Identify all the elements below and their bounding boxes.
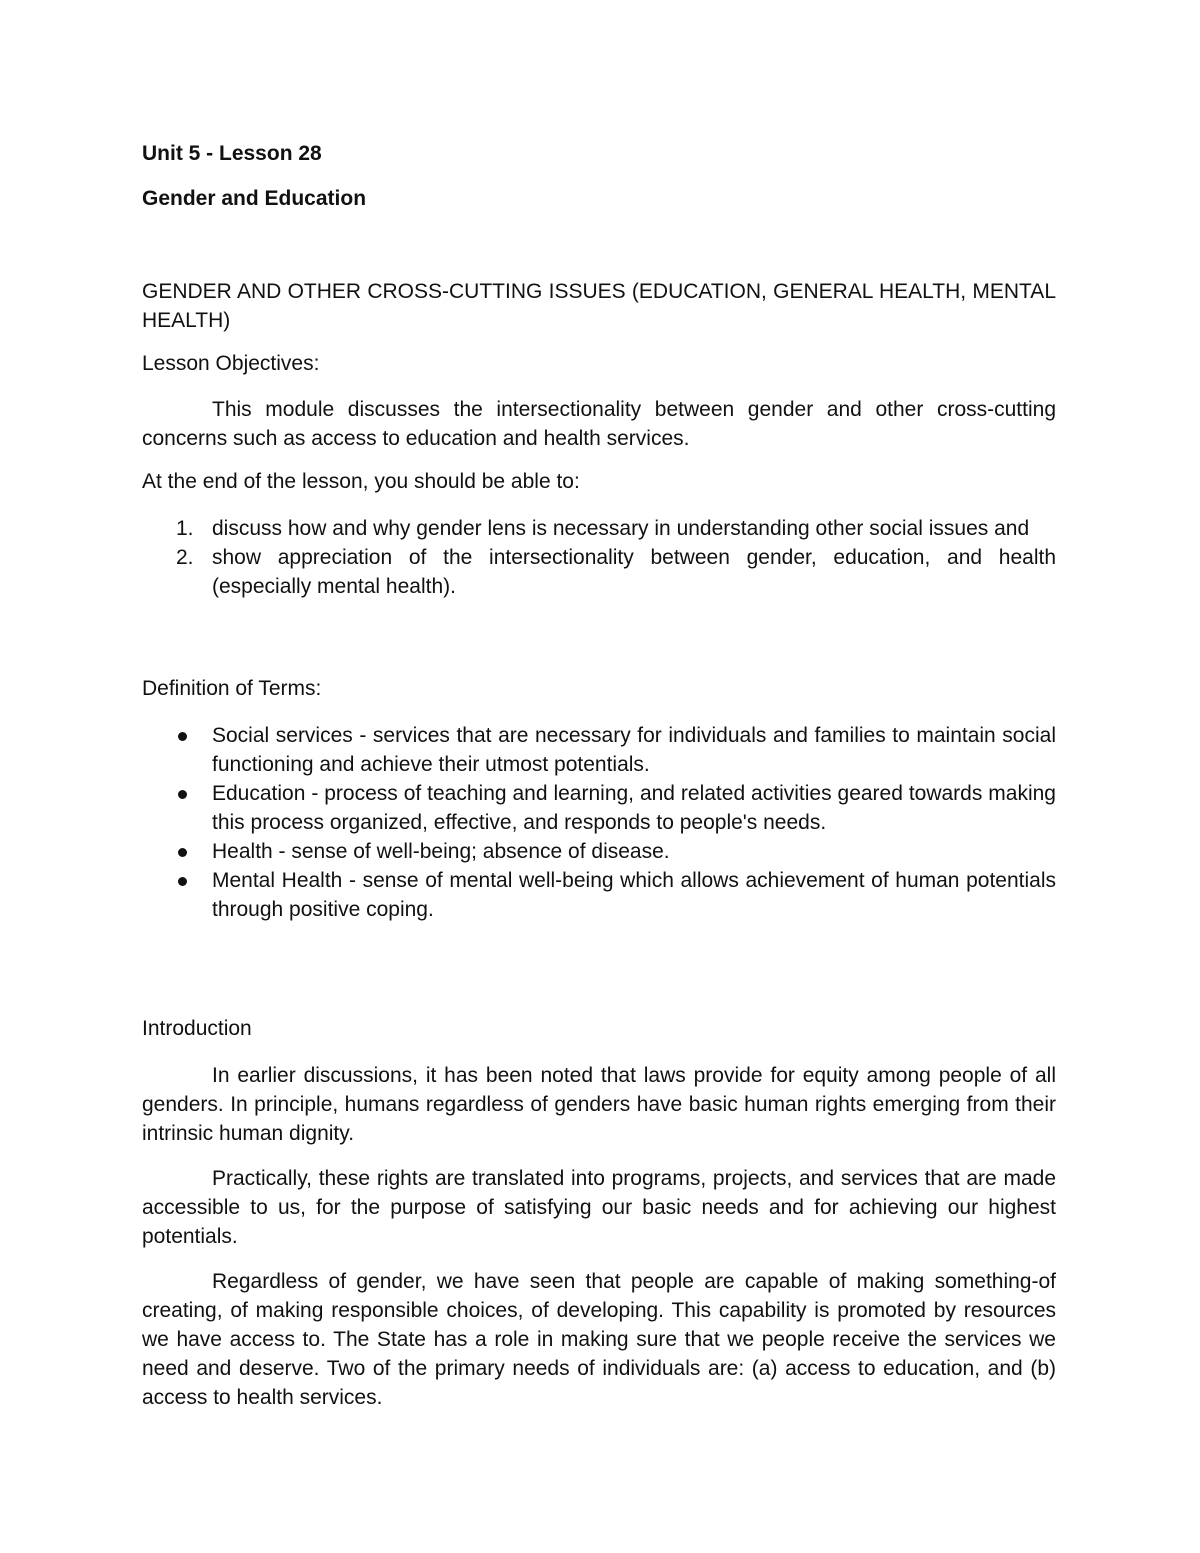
bullet-icon — [178, 732, 187, 741]
list-number: 2. — [176, 546, 194, 569]
list-item-text: show appreciation of the intersectionality between gender, education, and health (especially mental health). — [212, 546, 1056, 598]
list-item-text: Health - sense of well-being; absence of disease. — [212, 840, 670, 863]
list-item — [142, 866, 1056, 924]
objectives-list — [142, 514, 1056, 601]
topic-heading: GENDER AND OTHER CROSS-CUTTING ISSUES (EDUCATION, GENERAL HEALTH, MENTAL HEALTH) — [142, 280, 1056, 332]
list-item-text: Social services - services that are necessary for individuals and families to maintain social functioning and achieve their utmost potentials. — [212, 724, 1056, 776]
list-number: 1. — [176, 517, 194, 540]
objectives-label: Lesson Objectives: — [142, 352, 320, 375]
list-item — [142, 514, 1056, 543]
bullet-icon — [178, 790, 187, 799]
bullet-icon — [178, 877, 187, 886]
objectives-paragraph: This module discusses the intersectionality between gender and other cross-cutting concerns such as access to education and health services. — [142, 398, 1056, 450]
objectives-lead: At the end of the lesson, you should be able to: — [142, 470, 580, 493]
list-item-text: Mental Health - sense of mental well-being which allows achievement of human potentials through positive coping. — [212, 869, 1056, 921]
definitions-list — [142, 721, 1056, 924]
introduction-label: Introduction — [142, 1017, 252, 1040]
lesson-title: Gender and Education — [142, 187, 367, 210]
list-item — [142, 837, 1056, 866]
bullet-icon — [178, 848, 187, 857]
unit-lesson-title: Unit 5 - Lesson 28 — [142, 142, 322, 165]
list-item-text: discuss how and why gender lens is necessary in understanding other social issues and — [212, 517, 1030, 540]
introduction-paragraph: Practically, these rights are translated into programs, projects, and services that are made accessible to us, for the purpose of satisfying our basic needs and for achieving our highest potentials. — [142, 1167, 1056, 1248]
introduction-paragraph: In earlier discussions, it has been noted that laws provide for equity among people of all genders. In principle, humans regardless of genders have basic human rights emerging from their intrinsic human dignity. — [142, 1064, 1056, 1145]
list-item — [142, 543, 1056, 601]
list-item-text: Education - process of teaching and learning, and related activities geared towards making this process organized, effective, and responds to people's needs. — [212, 782, 1056, 834]
definitions-label: Definition of Terms: — [142, 677, 322, 700]
list-item — [142, 721, 1056, 779]
list-item — [142, 779, 1056, 837]
introduction-paragraph: Regardless of gender, we have seen that people are capable of making something-of creating, of making responsible choices, of developing. This capability is promoted by resources we have access to. The State has a role in making sure that we people receive the services we need and deserve. Two of the primary needs of individuals are: (a) access to education, and (b) access to health services. — [142, 1270, 1056, 1409]
